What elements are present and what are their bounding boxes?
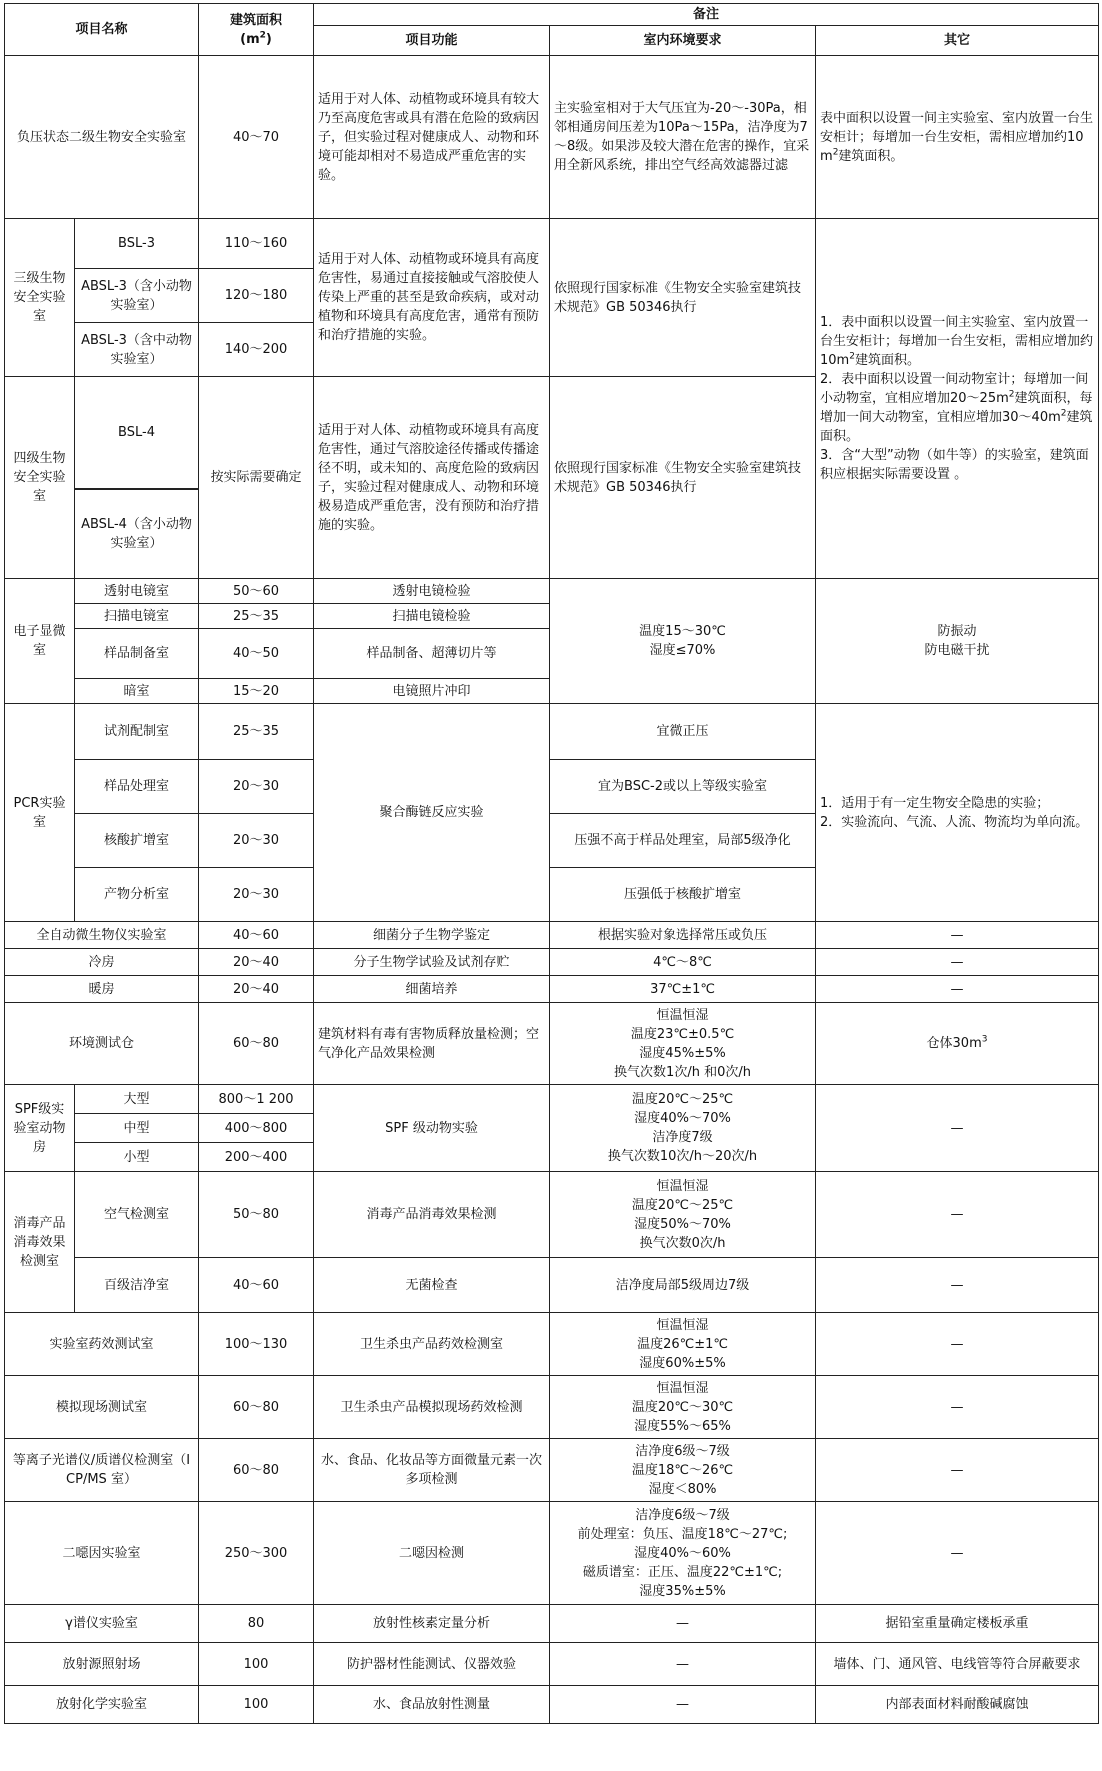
row-name: 负压状态二级生物安全实验室 [5,56,199,219]
row-name: ABSL-4（含小动物实验室） [75,490,199,579]
table-row [5,922,1099,949]
row-area: 110～160 [199,219,314,269]
row-env: 根据实验对象选择常压或负压 [550,922,816,949]
row-area: 250～300 [199,1502,314,1605]
row-other-bsl: 1．表中面积以设置一间主实验室、室内放置一台生安柜计；每增加一台生安柜，需相应增加约$10m^2$建筑面积。 2．表中面积以设置一间动物室计；每增加一间小动物室，宜相应增加$20\sim 25m^2$建筑面积，每增加一间大动物室，宜相应增加$30\sim 40m^2$建筑面积。 3．含“大型”动物（如牛等）的实验室，建筑面积应根据实际需要设置 。 [816,219,1099,579]
row-name: 中型 [75,1114,199,1143]
table-row [5,1502,1099,1605]
table-row [5,949,1099,976]
row-env: — [550,1643,816,1686]
header-other: 其它 [816,26,1099,56]
row-function: 适用于对人体、动植物或环境具有高度危害性，通过气溶胶途径传播或传播途径不明，或未知的、高度危险的致病因子，实验过程对健康成人、动物和环境极易造成严重危害，没有预防和治疗措施的实验。 [314,377,550,579]
row-name: 小型 [75,1143,199,1172]
table-row [5,1376,1099,1439]
table-row [5,704,1099,760]
row-env: 洁净度局部5级周边7级 [550,1258,816,1313]
row-other: 墙体、门、通风管、电线管等符合屏蔽要求 [816,1643,1099,1686]
row-function: 二噁因检测 [314,1502,550,1605]
row-other: — [816,1258,1099,1313]
row-area: 50～60 [199,579,314,604]
row-name: γ谱仪实验室 [5,1605,199,1643]
row-area: 100～130 [199,1313,314,1376]
row-area: 20～40 [199,949,314,976]
row-name: 暖房 [5,976,199,1003]
row-env: 宜为BSC-2或以上等级实验室 [550,760,816,814]
header-row-1 [5,4,1099,26]
row-env: 37℃±1℃ [550,976,816,1003]
lab-spec-document [4,3,1099,1724]
row-other: — [816,976,1099,1003]
row-area: 200～400 [199,1143,314,1172]
row-area: 按实际需要确定 [199,377,314,579]
row-function: 聚合酶链反应实验 [314,704,550,922]
row-function: 放射性核素定量分析 [314,1605,550,1643]
group-name: 消毒产品消毒效果检测室 [5,1172,75,1313]
row-other: — [816,922,1099,949]
row-area: 40～60 [199,922,314,949]
row-name: BSL-3 [75,219,199,269]
row-function: 卫生杀虫产品模拟现场药效检测 [314,1376,550,1439]
row-name: 试剂配制室 [75,704,199,760]
row-area: 60～80 [199,1376,314,1439]
row-area: 50～80 [199,1172,314,1258]
row-name: 产物分析室 [75,868,199,922]
row-area: 400～800 [199,1114,314,1143]
table-row [5,1313,1099,1376]
row-area: 60～80 [199,1439,314,1502]
row-name: 实验室药效测试室 [5,1313,199,1376]
row-name: ABSL-3（含小动物实验室） [75,269,199,323]
row-area: 25～35 [199,604,314,629]
row-name: 二噁因实验室 [5,1502,199,1605]
table-row [5,1605,1099,1643]
row-env: 主实验室相对于大气压宜为-20～-30Pa，相邻相通房间压差为10Pa～15Pa，洁净度为7～8级。如果涉及较大潜在危害的操作，宜采用全新风系统，排出空气经高效滤器过滤 [550,56,816,219]
row-name: 样品处理室 [75,760,199,814]
row-env: 宜微正压 [550,704,816,760]
row-function: 细菌分子生物学鉴定 [314,922,550,949]
table-row [5,579,1099,604]
row-area: 40～50 [199,629,314,679]
row-name: 冷房 [5,949,199,976]
group-name: 四级生物安全实验室 [5,377,75,579]
row-function: 适用于对人体、动植物或环境具有高度危害性，易通过直接接触或气溶胶使人传染上严重的甚至是致命疾病，或对动植物和环境具有高度危害，通常有预防和治疗措施的实验。 [314,219,550,377]
table-row [5,219,1099,269]
row-other: — [816,1085,1099,1172]
table-row [5,976,1099,1003]
row-area: 20～40 [199,976,314,1003]
row-env: 温度20℃～25℃ 湿度40%～70% 洁净度7级 换气次数10次/h～20次/h [550,1085,816,1172]
row-name: 空气检测室 [75,1172,199,1258]
row-name: 核酸扩增室 [75,814,199,868]
row-area: 40～60 [199,1258,314,1313]
group-name: 三级生物安全实验室 [5,219,75,377]
row-env: 4℃～8℃ [550,949,816,976]
row-env: 恒温恒湿 温度20℃～25℃ 湿度50%～70% 换气次数0次/h [550,1172,816,1258]
row-area: 25～35 [199,704,314,760]
row-function: 分子生物学试验及试剂存贮 [314,949,550,976]
row-function: 无菌检查 [314,1258,550,1313]
row-function: 消毒产品消毒效果检测 [314,1172,550,1258]
row-function: 电镜照片冲印 [314,679,550,704]
row-name: 全自动微生物仪实验室 [5,922,199,949]
row-function: 水、食品放射性测量 [314,1686,550,1724]
table-row [5,1258,1099,1313]
row-area: 60～80 [199,1003,314,1085]
row-env: 压强低于核酸扩增室 [550,868,816,922]
row-env: 恒温恒湿 温度23℃±0.5℃ 湿度45%±5% 换气次数1次/h 和0次/h [550,1003,816,1085]
row-function: 细菌培养 [314,976,550,1003]
table-row [5,1439,1099,1502]
row-area: 100 [199,1643,314,1686]
row-function: 水、食品、化妆品等方面微量元素一次多项检测 [314,1439,550,1502]
row-other: — [816,1439,1099,1502]
row-area: 20～30 [199,760,314,814]
group-name: 电子显微室 [5,579,75,704]
lab-spec-table [4,3,1099,1724]
row-area: 15～20 [199,679,314,704]
row-function: SPF 级动物实验 [314,1085,550,1172]
row-env: — [550,1686,816,1724]
row-name: 模拟现场测试室 [5,1376,199,1439]
row-other: 表中面积以设置一间主实验室、室内放置一台生安柜计；每增加一台生安柜，需相应增加约$10m^2$建筑面积。 [816,56,1099,219]
row-name: 扫描电镜室 [75,604,199,629]
row-function: 扫描电镜检验 [314,604,550,629]
header-area: 建筑面积 $(m^2)$ [199,4,314,56]
row-name: 样品制备室 [75,629,199,679]
header-name: 项目名称 [5,4,199,56]
row-env: — [550,1605,816,1643]
row-function: 样品制备、超薄切片等 [314,629,550,679]
row-other: — [816,949,1099,976]
row-name: 大型 [75,1085,199,1114]
row-env: 压强不高于样品处理室，局部5级净化 [550,814,816,868]
header-function: 项目功能 [314,26,550,56]
row-area: 800～1 200 [199,1085,314,1114]
row-area: 120～180 [199,269,314,323]
row-name: ABSL-3（含中动物实验室） [75,323,199,377]
group-name: PCR实验室 [5,704,75,922]
row-name: 放射源照射场 [5,1643,199,1686]
row-name: 放射化学实验室 [5,1686,199,1724]
header-env: 室内环境要求 [550,26,816,56]
table-row [5,1643,1099,1686]
table-row [5,1003,1099,1085]
row-area: 140～200 [199,323,314,377]
row-env: 依照现行国家标准《生物安全实验室建筑技术规范》GB 50346执行 [550,377,816,579]
table-row [5,1172,1099,1258]
row-other: — [816,1313,1099,1376]
row-other: 防振动 防电磁干扰 [816,579,1099,704]
row-env: 洁净度6级～7级 温度18℃～26℃ 湿度＜80% [550,1439,816,1502]
row-env: 依照现行国家标准《生物安全实验室建筑技术规范》GB 50346执行 [550,219,816,377]
row-function: 适用于对人体、动植物或环境具有较大乃至高度危害或具有潜在危险的致病因子，但实验过程对健康成人、动物和环境可能却相对不易造成严重危害的实验。 [314,56,550,219]
row-area: 20～30 [199,868,314,922]
table-row [5,1085,1099,1114]
row-other: 据铅室重量确定楼板承重 [816,1605,1099,1643]
row-function: 防护器材性能测试、仪器效验 [314,1643,550,1686]
row-name: 环境测试仓 [5,1003,199,1085]
row-function: 卫生杀虫产品药效检测室 [314,1313,550,1376]
row-name: 暗室 [75,679,199,704]
row-name: 透射电镜室 [75,579,199,604]
row-other: 1．适用于有一定生物安全隐患的实验； 2．实验流向、气流、人流、物流均为单向流。 [816,704,1099,922]
row-area: 20～30 [199,814,314,868]
row-other: — [816,1502,1099,1605]
table-row [5,1686,1099,1724]
row-env: 恒温恒湿 温度20℃～30℃ 湿度55%～65% [550,1376,816,1439]
row-name: 等离子光谱仪/质谱仪检测室（ICP/MS 室） [5,1439,199,1502]
group-name: SPF级实验室动物房 [5,1085,75,1172]
row-env: 洁净度6级～7级 前处理室：负压、温度18℃～27℃; 湿度40%～60% 磁质谱室：正压、温度22℃±1℃; 湿度35%±5% [550,1502,816,1605]
row-env: 温度15～30℃ 湿度≤70% [550,579,816,704]
row-other: — [816,1172,1099,1258]
row-other: 内部表面材料耐酸碱腐蚀 [816,1686,1099,1724]
row-env: 恒温恒湿 温度26℃±1℃ 湿度60%±5% [550,1313,816,1376]
table-row [5,56,1099,219]
row-function: 建筑材料有毒有害物质释放量检测；空气净化产品效果检测 [314,1003,550,1085]
row-name: 百级洁净室 [75,1258,199,1313]
row-area: 40～70 [199,56,314,219]
row-other: 仓体$30m^3$ [816,1003,1099,1085]
row-other: — [816,1376,1099,1439]
row-function: 透射电镜检验 [314,579,550,604]
row-name: BSL-4 [75,377,199,489]
row-area: 100 [199,1686,314,1724]
row-area: 80 [199,1605,314,1643]
header-remarks: 备注 [314,4,1099,26]
